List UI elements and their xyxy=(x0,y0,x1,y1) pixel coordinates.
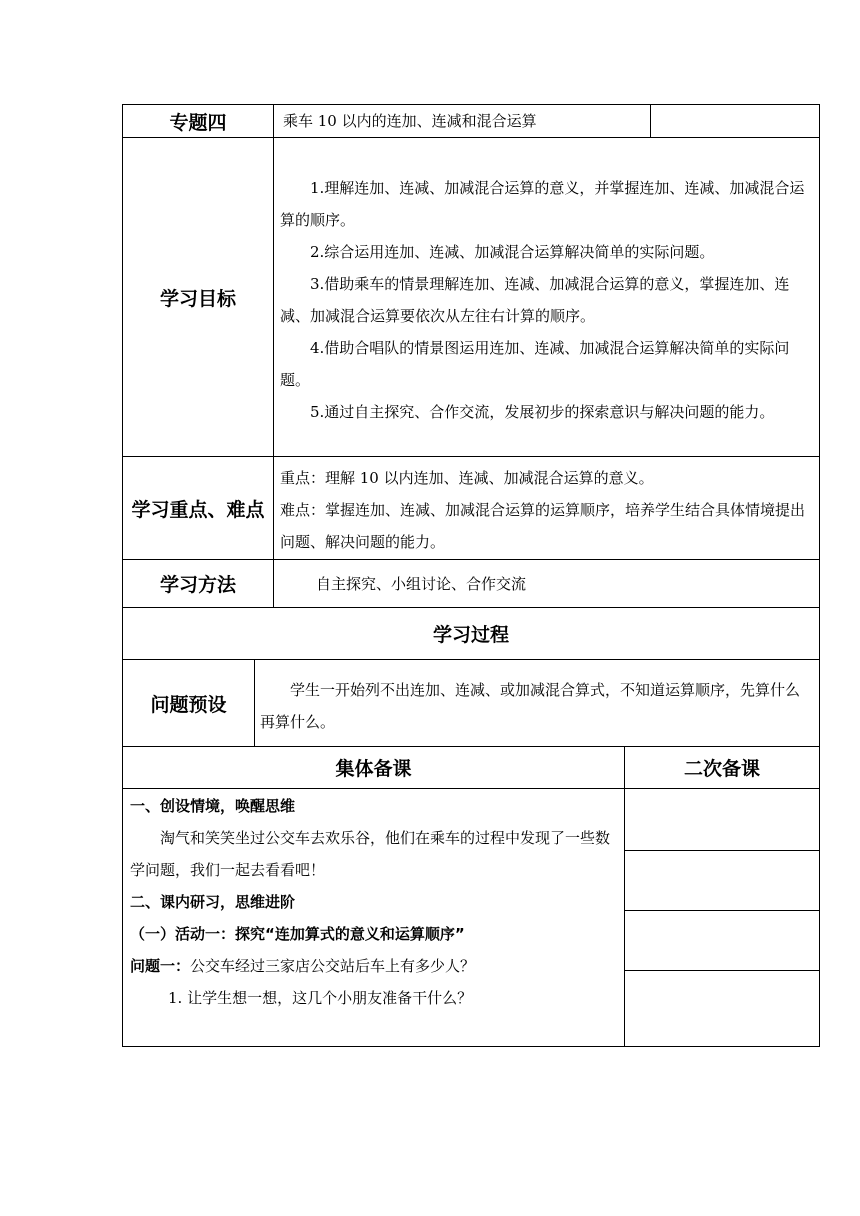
goals-label xyxy=(123,138,273,456)
goals-content xyxy=(280,172,815,428)
section-text: 淘气和笑笑坐过公交车去欢乐谷，他们在乘车的过程中发现了一些数学问题，我们一起去看看吧！ xyxy=(130,829,611,879)
method-content xyxy=(316,560,806,607)
goal-item: 5.通过自主探究、合作交流，发展初步的探索意识与解决问题的能力。 xyxy=(310,403,775,421)
preview-label xyxy=(123,660,254,746)
collective-prep-heading xyxy=(123,747,624,788)
goal-item: 4.借助合唱队的情景图运用连加、连减、加减混合运算解决简单的实际问题。 xyxy=(280,339,790,389)
question-text: 公交车经过三家店公交站后车上有多少人？ xyxy=(190,957,476,975)
keypoints-label xyxy=(123,457,273,559)
activity-title: （一）活动一：探究“连加算式的意义和运算顺序” xyxy=(130,925,465,943)
process-heading xyxy=(123,608,819,659)
collective-prep-heading-text: 集体备课 xyxy=(335,758,412,780)
topic-title-text: 乘车 10 以内的连加、连减和混合运算 xyxy=(283,112,537,130)
secondary-prep-heading-text: 二次备课 xyxy=(683,758,760,780)
step-text: 1. 让学生想一想，这几个小朋友准备干什么？ xyxy=(168,989,473,1007)
difficulty-text: 难点：掌握连加、连减、加减混合运算的运算顺序，培养学生结合具体情境提出问题、解决问题的能力。 xyxy=(280,501,806,551)
collective-prep-content xyxy=(130,790,618,1014)
secondary-prep-heading xyxy=(625,747,819,788)
topic-label-text: 专题四 xyxy=(169,111,227,134)
goals-label-text: 学习目标 xyxy=(159,287,236,310)
keypoints-content xyxy=(280,462,815,558)
preview-text: 学生一开始列不出连加、连减、或加减混合算式，不知道运算顺序，先算什么再算什么。 xyxy=(260,681,801,731)
preview-label-text: 问题预设 xyxy=(150,693,227,716)
goal-item: 3.借助乘车的情景理解连加、连减、加减混合运算的意义，掌握连加、连减、加减混合运算要依次从左往右计算的顺序。 xyxy=(280,275,790,325)
method-label xyxy=(123,560,273,607)
method-content-text: 自主探究、小组讨论、合作交流 xyxy=(316,574,527,593)
focus-text: 重点：理解 10 以内连加、连减、加减混合运算的意义。 xyxy=(280,469,654,487)
keypoints-label-text: 学习重点、难点 xyxy=(131,498,265,521)
process-heading-text: 学习过程 xyxy=(432,624,509,646)
question-line xyxy=(130,950,618,982)
method-label-text: 学习方法 xyxy=(159,574,236,596)
section-title: 一、创设情境，唤醒思维 xyxy=(130,797,296,815)
goal-item: 1.理解连加、连减、加减混合运算的意义，并掌握连加、连减、加减混合运算的顺序。 xyxy=(280,179,805,229)
topic-label xyxy=(123,105,273,137)
preview-content xyxy=(260,674,814,738)
goal-item: 2.综合运用连加、连减、加减混合运算解决简单的实际问题。 xyxy=(310,243,715,261)
question-label: 问题一： xyxy=(130,957,191,975)
topic-title xyxy=(283,105,648,137)
section-title: 二、课内研习，思维进阶 xyxy=(130,893,296,911)
